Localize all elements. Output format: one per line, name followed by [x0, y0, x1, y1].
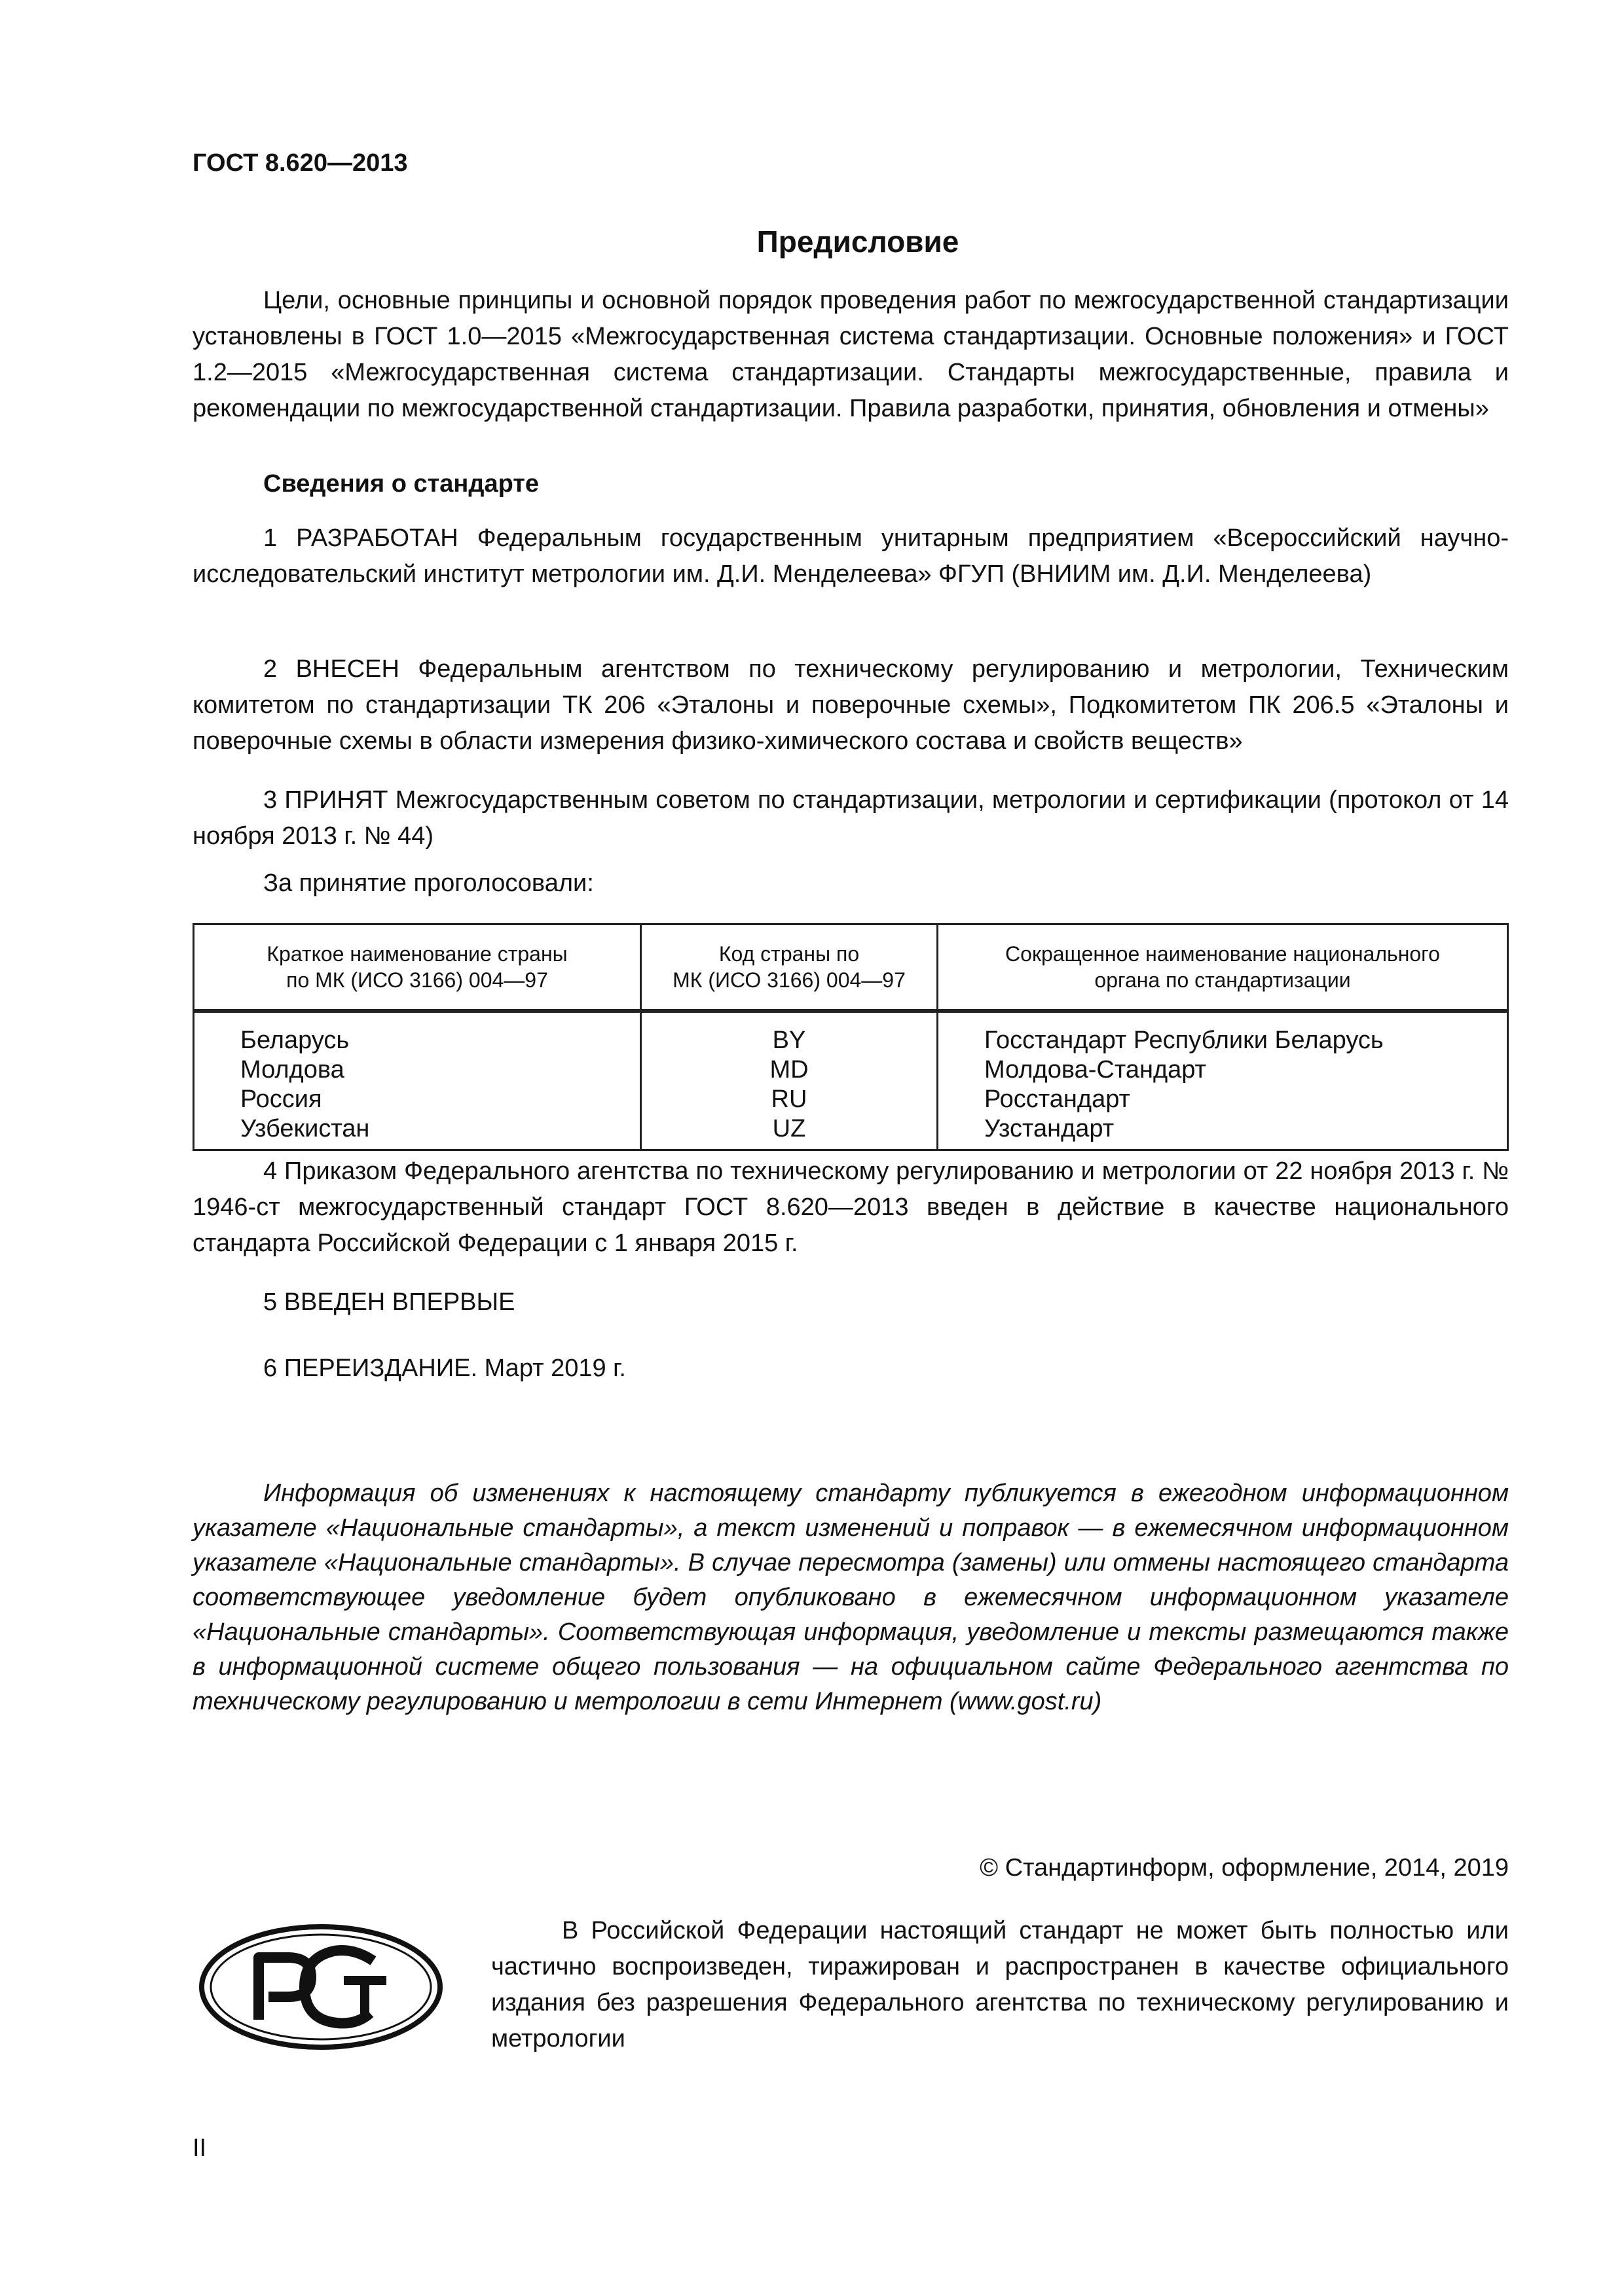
header-country-line2: по МК (ИСО 3166) 004—97	[286, 968, 548, 992]
org-cell: Молдова-Стандарт	[938, 1055, 1508, 1085]
reproduction-notice-block	[491, 1913, 1509, 2057]
header-code-line1: Код страны по	[718, 942, 860, 966]
country-cell: Узбекистан	[194, 1114, 641, 1150]
org-cell: Росстандарт	[938, 1085, 1508, 1114]
document-code: ГОСТ 8.620—2013	[193, 149, 408, 177]
header-org-line1: Сокращенное наименование национального	[1005, 942, 1440, 966]
header-code	[641, 924, 938, 1011]
item-3-adopted: 3 ПРИНЯТ Межгосударственным советом по стандартизации, метрологии и сертификации (протокол от 14 ноября 2013 г. № 44)	[193, 786, 1509, 850]
page-number: II	[193, 2134, 207, 2162]
header-code-line2: МК (ИСО 3166) 004—97	[673, 968, 906, 992]
code-cell: RU	[641, 1085, 938, 1114]
table-row	[194, 1114, 1508, 1150]
intro-paragraph-block	[193, 283, 1509, 427]
info-notice: Информация об изменениях к настоящему стандарту публикуется в ежегодном информационном указателе «Национальные стандарты», а текст изменений и поправок — в ежемесячном информационном указателе «Национальные стандарты». В случае пересмотра (замены) или отмены настоящего стандарта соответствующее уведомление будет опубликовано в ежемесячном информационном указателе «Национальные стандарты». Соответствующая информация, уведомление и тексты размещаются также в информационной системе общего пользования — на официальном сайте Федерального агентства по техническому регулированию и метрологии в сети Интернет (www.gost.ru)	[193, 1480, 1509, 1715]
code-cell: UZ	[641, 1114, 938, 1150]
table-header-row	[194, 924, 1508, 1011]
country-cell: Молдова	[194, 1055, 641, 1085]
header-country-line1: Краткое наименование страны	[267, 942, 568, 966]
table-row	[194, 1085, 1508, 1114]
table-row	[194, 1055, 1508, 1085]
header-org-line2: органа по стандартизации	[1094, 968, 1351, 992]
item5-block	[193, 1285, 1509, 1321]
item3-block	[193, 782, 1509, 854]
intro-paragraph: Цели, основные принципы и основной порядок проведения работ по межгосударственной стандартизации установлены в ГОСТ 1.0—2015 «Межгосударственная система стандартизации. Основные положения» и ГОСТ 1.2—2015 «Межгосударственная система стандартизации. Стандарты межгосударственные, правила и рекомендации по межгосударственной стандартизации. Правила разработки, принятия, обновления и отмены»	[193, 287, 1509, 422]
item-1-developed: 1 РАЗРАБОТАН Федеральным государственным унитарным предприятием «Всероссийский научно-исследовательский институт метрологии им. Д.И. Менделеева» ФГУП (ВНИИМ им. Д.И. Менделеева)	[193, 524, 1509, 588]
reproduction-notice: В Российской Федерации настоящий стандарт не может быть полностью или частично воспроизведен, тиражирован и распространен в качестве официального издания без разрешения Федерального агентства по техническому регулированию и метрологии	[491, 1917, 1509, 2052]
item1-block	[193, 520, 1509, 592]
rst-certification-logo-icon	[196, 1922, 445, 2052]
subheading-block	[193, 466, 1509, 502]
header-org	[938, 924, 1508, 1011]
item-2-introduced: 2 ВНЕСЕН Федеральным агентством по техническому регулированию и метрологии, Техническим комитетом по стандартизации ТК 206 «Эталоны и поверочные схемы», Подкомитетом ПК 206.5 «Эталоны и поверочные схемы в области измерения физико-химического состава и свойств веществ»	[193, 655, 1509, 755]
voted-label: За принятие проголосовали:	[263, 869, 594, 897]
item-4-order: 4 Приказом Федерального агентства по техническому регулированию и метрологии от 22 ноября 2013 г. № 1946-ст межгосударственный стандарт ГОСТ 8.620—2013 введен в действие в качестве национального стандарта Российской Федерации с 1 января 2015 г.	[193, 1157, 1509, 1257]
copyright-line: © Стандартинформ, оформление, 2014, 2019	[980, 1854, 1509, 1882]
code-cell: BY	[641, 1011, 938, 1055]
rst-logo-graphic	[196, 1922, 445, 2052]
country-cell: Беларусь	[194, 1011, 641, 1055]
country-cell: Россия	[194, 1085, 641, 1114]
item2-block	[193, 651, 1509, 759]
voted-block	[193, 866, 1509, 902]
info-notice-block	[193, 1476, 1509, 1719]
item-6-reissue: 6 ПЕРЕИЗДАНИЕ. Март 2019 г.	[263, 1355, 626, 1382]
page-title: Предисловие	[756, 225, 959, 259]
table-row	[194, 1011, 1508, 1055]
code-cell: MD	[641, 1055, 938, 1085]
voting-countries-table	[193, 923, 1509, 1151]
org-cell: Госстандарт Республики Беларусь	[938, 1011, 1508, 1055]
item4-block	[193, 1154, 1509, 1262]
header-country	[194, 924, 641, 1011]
org-cell: Узстандарт	[938, 1114, 1508, 1150]
item-5-first-introduced: 5 ВВЕДЕН ВПЕРВЫЕ	[263, 1288, 515, 1316]
standard-info-heading: Сведения о стандарте	[263, 470, 540, 498]
item6-block	[193, 1351, 1509, 1387]
